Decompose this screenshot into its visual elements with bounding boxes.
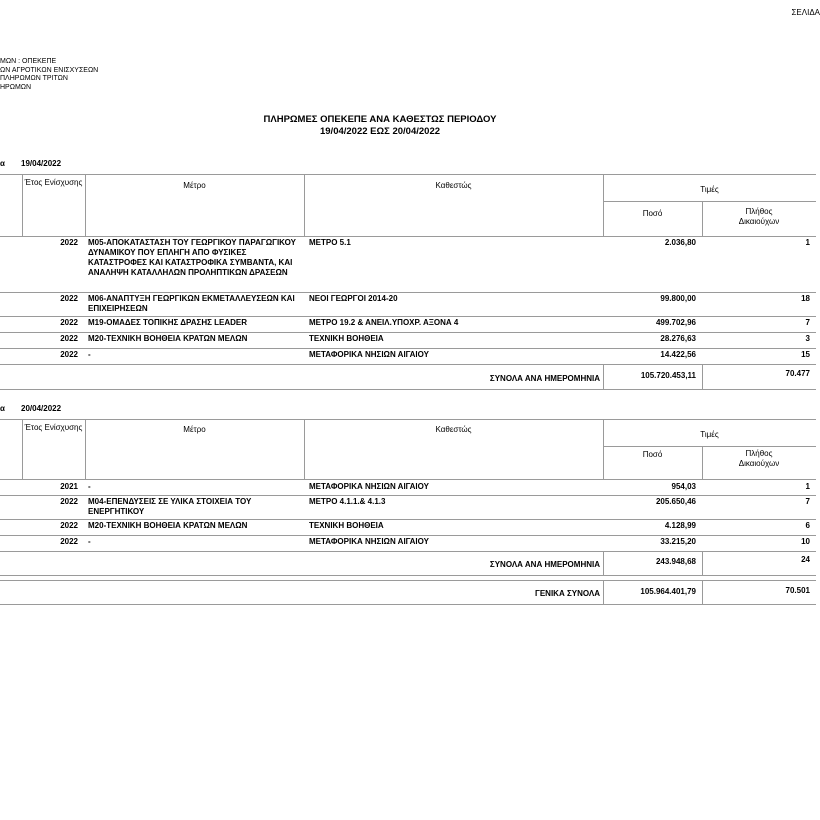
row-regime: ΜΕΤΑΦΟΡΙΚΑ ΝΗΣΙΩΝ ΑΙΓΑΙΟΥ	[309, 350, 429, 359]
column-header-measure: Μέτρο	[183, 425, 206, 434]
row-amount: 28.276,63	[660, 334, 696, 343]
row-beneficiaries: 1	[805, 482, 810, 491]
report-period: 19/04/2022 ΕΩΣ 20/04/2022	[319, 126, 441, 137]
row-beneficiaries: 3	[805, 334, 810, 343]
row-amount: 99.800,00	[660, 294, 696, 303]
column-header-amount: Ποσό	[642, 209, 663, 218]
row-beneficiaries: 15	[801, 350, 810, 359]
row-beneficiaries: 10	[801, 537, 810, 546]
row-regime: ΜΕΤΑΦΟΡΙΚΑ ΝΗΣΙΩΝ ΑΙΓΑΙΟΥ	[309, 537, 429, 546]
row-year: 2022	[60, 537, 78, 546]
row-measure: Μ04-ΕΠΕΝΔΥΣΕΙΣ ΣΕ ΥΛΙΚΑ ΣΤΟΙΧΕΙΑ ΤΟΥ ΕΝΕΡΓΗΤΙΚΟΥ	[88, 497, 252, 516]
row-amount: 14.422,56	[660, 350, 696, 359]
row-regime: ΤΕΧΝΙΚΗ ΒΟΗΘΕΙΑ	[309, 521, 384, 530]
row-regime: ΝΕΟΙ ΓΕΩΡΓΟΙ 2014-20	[309, 294, 398, 303]
row-measure: Μ19-ΟΜΑΔΕΣ ΤΟΠΙΚΗΣ ΔΡΑΣΗΣ LEADER	[88, 318, 248, 327]
row-measure: -	[88, 537, 91, 546]
row-regime: ΜΕΤΡΟ 19.2 & ΑΝΕΙΛ.ΥΠΟΧΡ. ΑΞΟΝΑ 4	[309, 318, 459, 327]
column-header-values: Τιμές	[700, 430, 719, 439]
column-header-year: Έτος Ενίσχυσης	[24, 178, 83, 187]
grand-total-label: ΓΕΝΙΚΑ ΣΥΝΟΛΑ	[535, 589, 600, 598]
payments-table	[0, 419, 816, 576]
grand-total-row	[0, 580, 816, 604]
row-measure: Μ05-ΑΠΟΚΑΤΑΣΤΑΣΗ ΤΟΥ ΓΕΩΡΓΙΚΟΥ ΠΑΡΑΓΩΓΙΚΟΥ ΔΥΝΑΜΙΚΟΥ ΠΟΥ ΕΠΛΗΓΗ ΑΠΟ ΦΥΣΙΚΕΣ ΚΑΤΑΣΤΡΟΦΕΣ ΚΑΙ ΚΑΤΑΣΤΡΟΦΙΚΑ ΣΥΜΒΑΝΤΑ, ΚΑΙ ΑΝΑΛΗΨΗ ΚΑΤΑΛΛΗΛΩΝ ΠΡΟΛΗΠΤΙΚΩΝ ΔΡΑΣΕΩΝ	[88, 238, 296, 277]
row-amount: 33.215,20	[660, 537, 696, 546]
section-date-label	[0, 404, 62, 413]
section-date-label	[0, 159, 62, 168]
column-header-year: Έτος Ενίσχυσης	[24, 423, 83, 432]
section-total-amount: 243.948,68	[655, 557, 696, 566]
organization-header	[0, 58, 98, 92]
row-year: 2022	[60, 294, 78, 303]
row-amount: 4.128,99	[664, 521, 696, 530]
row-measure: Μ20-ΤΕΧΝΙΚΗ ΒΟΗΘΕΙΑ ΚΡΑΤΩΝ ΜΕΛΩΝ	[88, 334, 248, 343]
section-total-beneficiaries: 24	[801, 555, 810, 564]
date-prefix: α	[0, 404, 5, 413]
header-line: ΩΝ ΑΓΡΟΤΙΚΩΝ ΕΝΙΣΧΥΣΕΩΝ	[0, 66, 99, 74]
row-beneficiaries: 1	[805, 238, 810, 247]
report-title: ΠΛΗΡΩΜΕΣ ΟΠΕΚΕΠΕ ΑΝΑ ΚΑΘΕΣΤΩΣ ΠΕΡΙΟΔΟΥ	[263, 114, 497, 125]
row-measure: -	[88, 350, 91, 359]
header-line: ΜΩΝ : ΟΠΕΚΕΠΕ	[0, 58, 57, 65]
column-header-amount: Ποσό	[642, 450, 663, 459]
section-total-beneficiaries: 70.477	[785, 369, 810, 378]
page-label: ΣΕΛΙΔΑ	[791, 8, 820, 17]
row-measure: Μ06-ΑΝΑΠΤΥΞΗ ΓΕΩΡΓΙΚΩΝ ΕΚΜΕΤΑΛΛΕΥΣΕΩΝ ΚΑΙ ΕΠΙΧΕΙΡΗΣΕΩΝ	[88, 294, 295, 313]
row-amount: 499.702,96	[655, 318, 696, 327]
row-beneficiaries: 7	[805, 318, 810, 327]
section-total-label: ΣΥΝΟΛΑ ΑΝΑ ΗΜΕΡΟΜΗΝΙΑ	[489, 374, 600, 383]
row-beneficiaries: 6	[805, 521, 810, 530]
row-year: 2022	[60, 497, 78, 506]
row-year: 2022	[60, 318, 78, 327]
column-header-beneficiaries: Πλήθος Δικαιούχων	[738, 449, 780, 468]
row-regime: ΤΕΧΝΙΚΗ ΒΟΗΘΕΙΑ	[309, 334, 384, 343]
row-year: 2021	[60, 482, 78, 491]
row-year: 2022	[60, 334, 78, 343]
row-regime: ΜΕΤΡΟ 5.1	[309, 238, 351, 247]
column-header-beneficiaries: Πλήθος Δικαιούχων	[738, 207, 780, 226]
row-amount: 205.650,46	[655, 497, 696, 506]
row-amount: 954,03	[671, 482, 696, 491]
row-year: 2022	[60, 350, 78, 359]
row-regime: ΜΕΤΑΦΟΡΙΚΑ ΝΗΣΙΩΝ ΑΙΓΑΙΟΥ	[309, 482, 429, 491]
section-total-amount: 105.720.453,11	[640, 371, 696, 380]
section-total-label: ΣΥΝΟΛΑ ΑΝΑ ΗΜΕΡΟΜΗΝΙΑ	[489, 560, 600, 569]
row-measure: Μ20-ΤΕΧΝΙΚΗ ΒΟΗΘΕΙΑ ΚΡΑΤΩΝ ΜΕΛΩΝ	[88, 521, 248, 530]
row-amount: 2.036,80	[664, 238, 696, 247]
section-date: 19/04/2022	[21, 159, 62, 168]
grand-total-amount: 105.964.401,79	[640, 587, 696, 596]
row-regime: ΜΕΤΡΟ 4.1.1.& 4.1.3	[309, 497, 386, 506]
column-header-regime: Καθεστώς	[435, 181, 472, 190]
section-date: 20/04/2022	[21, 404, 62, 413]
column-header-measure: Μέτρο	[183, 181, 206, 190]
row-beneficiaries: 18	[801, 294, 810, 303]
payments-table	[0, 174, 816, 390]
row-year: 2022	[60, 521, 78, 530]
column-header-values: Τιμές	[700, 185, 719, 194]
header-line: ΠΛΗΡΩΜΩΝ ΤΡΙΤΩΝ	[0, 75, 68, 82]
column-header-regime: Καθεστώς	[435, 425, 472, 434]
grand-total-beneficiaries: 70.501	[785, 586, 810, 595]
row-measure: -	[88, 482, 91, 491]
date-prefix: α	[0, 159, 5, 168]
row-year: 2022	[60, 238, 78, 247]
header-line: ΗΡΩΜΩΝ	[0, 83, 32, 91]
row-beneficiaries: 7	[805, 497, 810, 506]
